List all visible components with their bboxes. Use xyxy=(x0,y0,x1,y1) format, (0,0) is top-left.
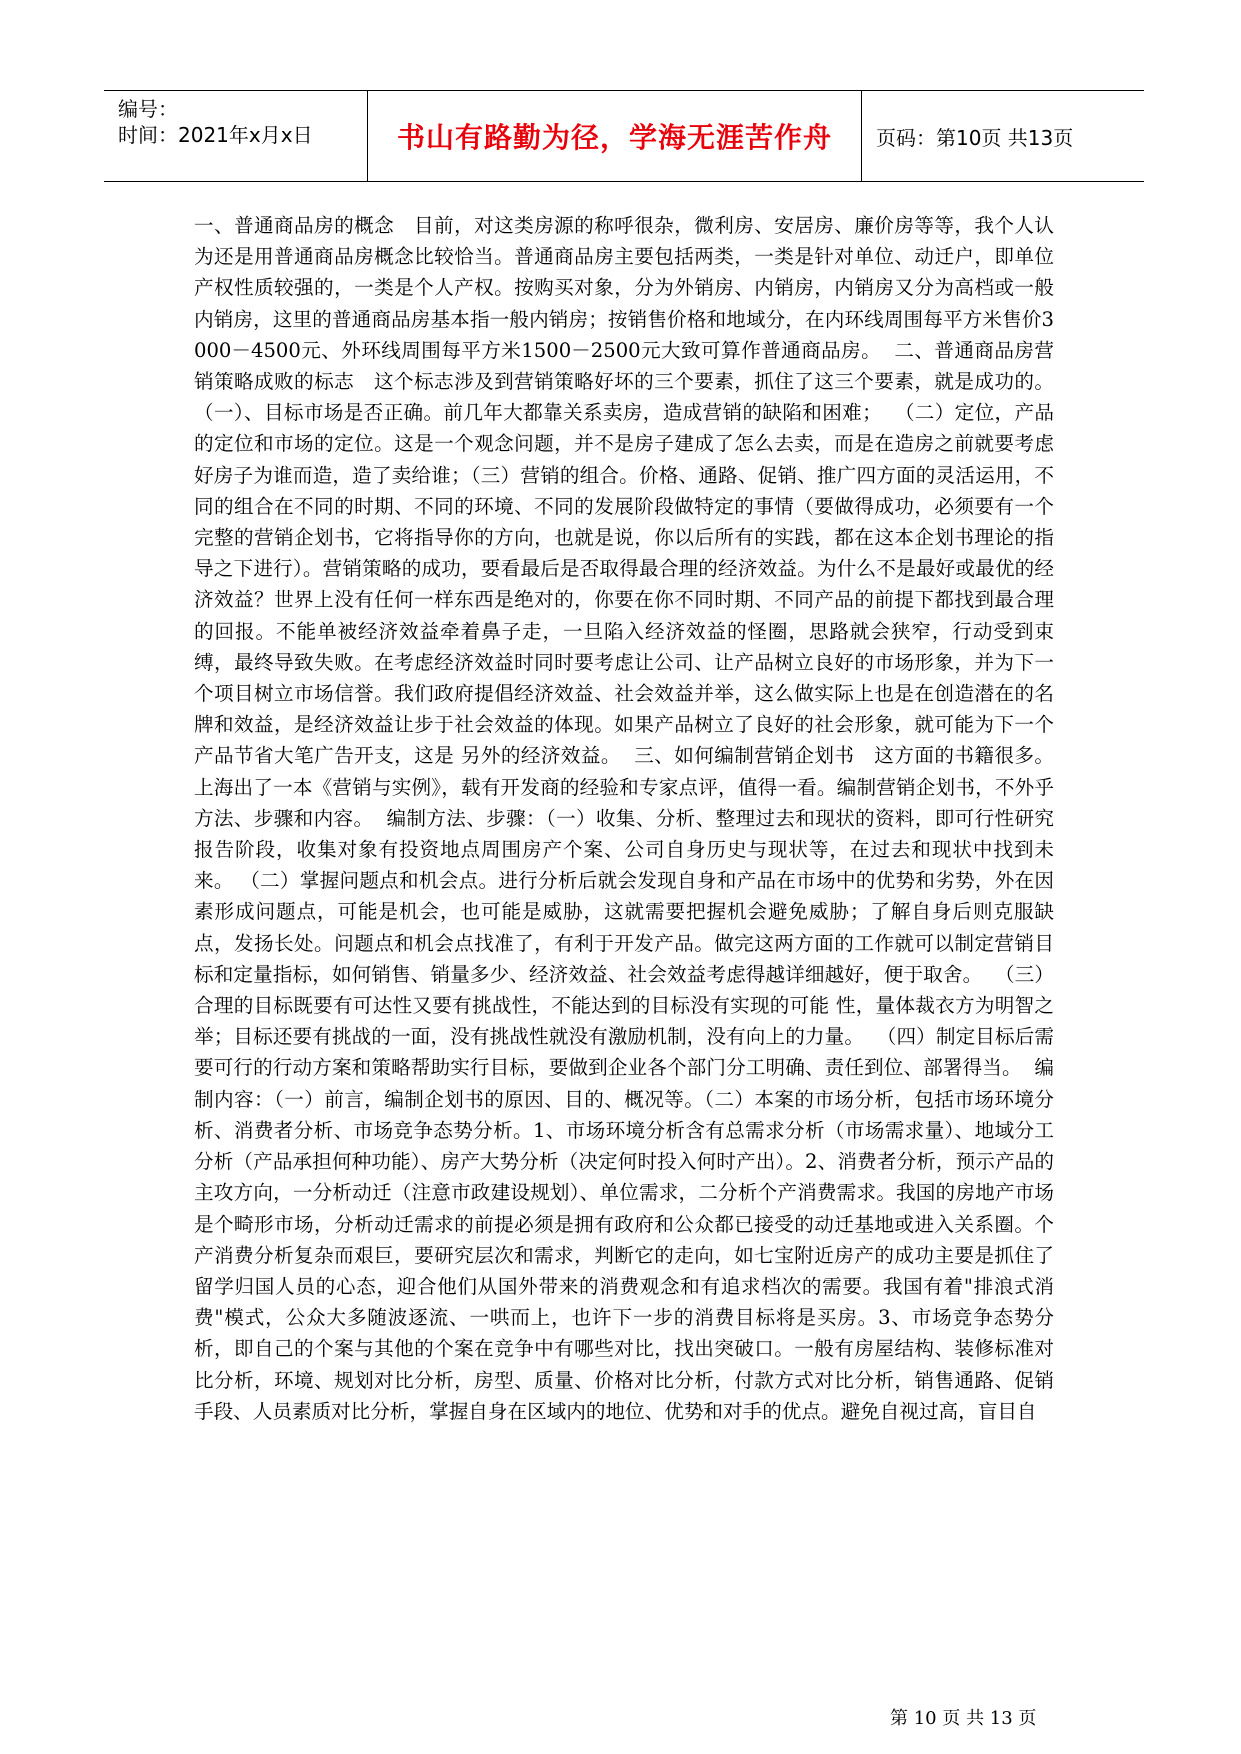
header-motto xyxy=(368,91,862,181)
document-time: 时间：2021年x月x日 xyxy=(118,123,313,147)
header-meta xyxy=(104,91,368,181)
header-page-info: 页码：第10页 共13页 xyxy=(876,125,1074,150)
document-number-label: 编号： xyxy=(118,97,178,121)
motto-text: 书山有路勤为径，学海无涯苦作舟 xyxy=(396,121,832,154)
body-paragraph: 一、普通商品房的概念 目前，对这类房源的称呼很杂，微利房、安居房、廉价房等等，我个人认为还是用普通商品房概念比较恰当。普通商品房主要包括两类，一类是针对单位、动迁户，即单位产权性质较强的，一类是个人产权。按购买对象，分为外销房、内销房，内销房又分为高档或一般内销房，这里的普通商品房基本指一般内销房；按销售价格和地域分，在内环线周围每平方米售价3000－4500元、外环线周围每平方米1500－2500元大致可算作普通商品房。 二、普通商品房营销策略成败的标志 这个标志涉及到营销策略好坏的三个要素，抓住了这三个要素，就是成功的。 （一）、目标市场是否正确。前几年大都靠关系卖房，造成营销的缺陷和困难； （二）定位，产品的定位和市场的定位。这是一个观念问题，并不是房子建成了怎么去卖，而是在造房之前就要考虑好房子为谁而造，造了卖给谁；（三）营销的组合。价格、通路、促销、推广四方面的灵活运用，不同的组合在不同的时期、不同的环境、不同的发展阶段做特定的事情（要做得成功，必须要有一个完整的营销企划书，它将指导你的方向，也就是说，你以后所有的实践，都在这本企划书理论的指导之下进行）。营销策略的成功，要看最后是否取得最合理的经济效益。为什么不是最好或最优的经济效益？世界上没有任何一样东西是绝对的，你要在你不同时期、不同产品的前提下都找到最合理的回报。不能单被经济效益牵着鼻子走，一旦陷入经济效益的怪圈，思路就会狭窄，行动受到束缚，最终导致失败。在考虑经济效益时同时要考虑让公司、让产品树立良好的市场形象，并为下一个项目树立市场信誉。我们政府提倡经济效益、社会效益并举，这么做实际上也是在创造潜在的名牌和效益，是经济效益让步于社会效益的体现。如果产品树立了良好的社会形象，就可能为下一个产品节省大笔广告开支，这是 另外的经济效益。 三、如何编制营销企划书 这方面的书籍很多。上海出了一本《营销与实例》，载有开发商的经验和专家点评，值得一看。编制营销企划书，不外乎方法、步骤和内容。 编制方法、步骤：（一）收集、分析、整理过去和现状的资料，即可行性研究报告阶段，收集对象有投资地点周围房产个案、公司自身历史与现状等，在过去和现状中找到未来。 （二）掌握问题点和机会点。进行分析后就会发现自身和产品在市场中的优势和劣势，外在因素形成问题点，可能是机会，也可能是威胁，这就需要把握机会避免威胁；了解自身后则克服缺点，发扬长处。问题点和机会点找准了，有利于开发产品。做完这两方面的工作就可以制定营销目标和定量指标，如何销售、销量多少、经济效益、社会效益考虑得越详细越好，便于取舍。 （三）合理的目标既要有可达性又要有挑战性，不能达到的目标没有实现的可能 性，量体裁衣方为明智之举；目标还要有挑战的一面，没有挑战性就没有激励机制，没有向上的力量。 （四）制定目标后需要可行的行动方案和策略帮助实行目标，要做到企业各个部门分工明确、责任到位、部署得当。 编制内容：（一）前言，编制企划书的原因、目的、概况等。（二）本案的市场分析，包括市场环境分析、消费者分析、市场竞争态势分析。1、市场环境分析含有总需求分析（市场需求量）、地域分工分析（产品承担何种功能）、房产大势分析（决定何时投入何时产出）。2、消费者分析，预示产品的主攻方向，一分析动迁（注意市政建设规划）、单位需求，二分析个产消费需求。我国的房地产市场是个畸形市场，分析动迁需求的前提必须是拥有政府和公众都已接受的动迁基地或进入关系圈。个产消费分析复杂而艰巨，要研究层次和需求，判断它的走向，如七宝附近房产的成功主要是抓住了留学归国人员的心态，迎合他们从国外带来的消费观念和有追求档次的需要。我国有着"排浪式消费"模式，公众大多随波逐流、一哄而上，也许下一步的消费目标将是买房。3、市场竞争态势分析，即自己的个案与其他的个案在竞争中有哪些对比，找出突破口。一般有房屋结构、装修标准对比分析，环境、规划对比分析，房型、质量、价格对比分析，付款方式对比分析，销售通路、促销手段、人员素质对比分析，掌握自身在区域内的地位、优势和对手的优点。避免自视过高，盲目自 xyxy=(194,214,1067,1423)
page-footer: 第 10 页 共 13 页 xyxy=(890,1708,1037,1729)
page-header xyxy=(104,90,1144,182)
